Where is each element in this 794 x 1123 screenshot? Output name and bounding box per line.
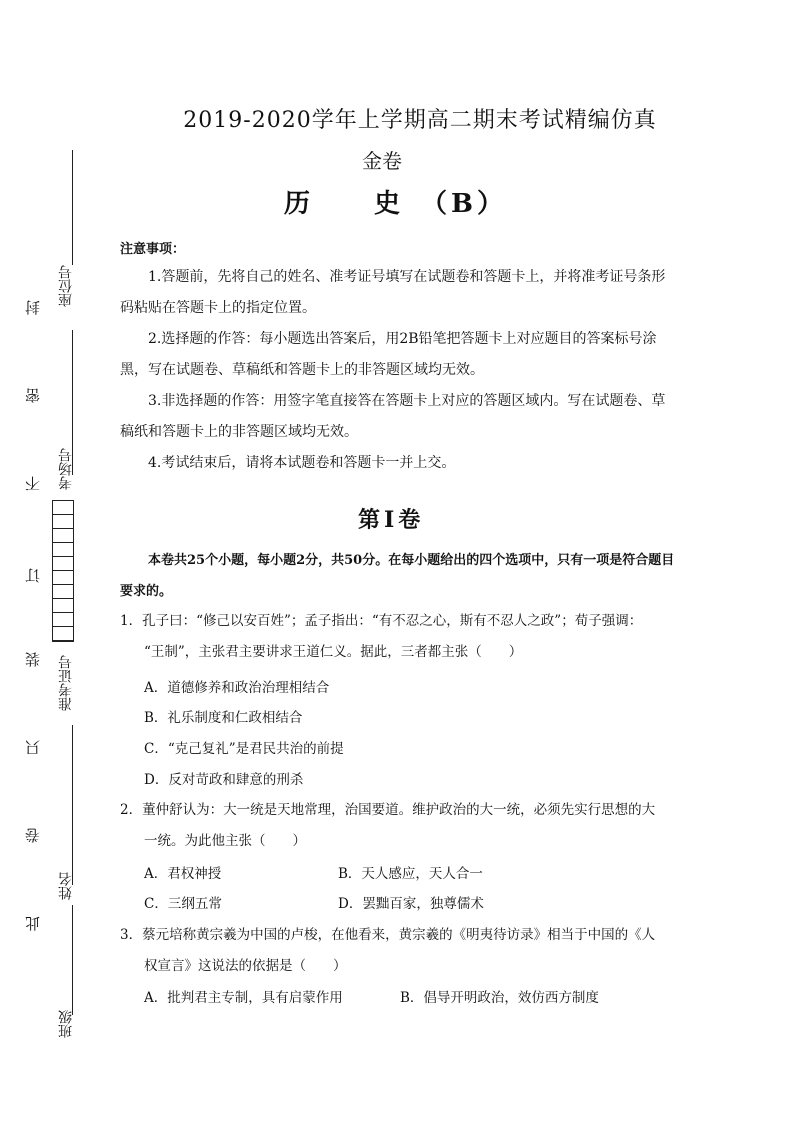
binding-line — [72, 905, 73, 1015]
question-stem: 一统。为此他主张（ ） — [144, 833, 306, 849]
field-seat-number: 座位号 — [58, 265, 74, 307]
notice-item: 2.选择题的作答：每小题选出答案后，用2B铅笔把答题卡上对应题目的答案标号涂黑，写在试题卷、草稿纸和答题卡上的非答题区域均无效。 — [120, 331, 657, 378]
exam-title-line2: 金卷 — [362, 149, 402, 173]
seal-char: 此 — [24, 916, 42, 931]
notice-item: 3.非选择题的作答：用签字笔直接答在答题卡上对应的答题区域内。写在试题卷、草稿纸和答题卡上的非答题区域均无效。 — [120, 393, 666, 440]
question-stem: 3．蔡元培称黄宗羲为中国的卢梭，在他看来，黄宗羲的《明夷待访录》相当于中国的《人 — [120, 927, 656, 943]
field-exam-room: 考场号 — [58, 448, 74, 490]
question-stem: 权宣言》这说法的依据是（ ） — [144, 958, 347, 974]
question-stem: 2．董仲舒认为：大一统是天地常理，治国要道。维护政治的大一统，必须先实行思想的大 — [120, 802, 656, 818]
option-d[interactable]: D．罢黜百家，独尊儒术 — [338, 896, 484, 912]
question-1 — [120, 606, 676, 668]
subject-title: 历 史 （B） — [284, 189, 507, 219]
binding-line — [72, 150, 73, 265]
option-b[interactable]: B．倡导开明政治，效仿西方制度 — [400, 990, 599, 1006]
question-2 — [120, 795, 676, 857]
question-stem: 1．孔子曰：“修己以安百姓”；孟子指出：“有不忍之心，斯有不忍人之政”；荀子强调： — [120, 613, 643, 629]
option-d[interactable]: D．反对苛政和肆意的刑杀 — [144, 772, 304, 788]
section-intro: 本卷共25个小题，每小题2分，共50分。在每小题给出的四个选项中，只有一项是符合题目要求的。 — [120, 553, 675, 599]
option-a[interactable]: A．君权神授 — [144, 866, 222, 882]
seal-char: 装 — [24, 652, 42, 667]
option-a[interactable]: A．批判君主专制，具有启蒙作用 — [144, 990, 343, 1006]
notice-heading: 注意事项： — [120, 242, 186, 257]
seal-char: 密 — [24, 388, 42, 403]
seal-char: 订 — [24, 568, 42, 583]
option-c[interactable]: C．三纲五常 — [144, 896, 222, 912]
field-class: 班级 — [58, 1010, 74, 1038]
binding-line — [72, 725, 73, 885]
question-stem: “王制”，主张君主要讲求王道仁义。据此，三者都主张（ ） — [144, 644, 523, 660]
section-title: 第Ⅰ卷 — [358, 507, 425, 533]
option-c[interactable]: C．“克己复礼”是君民共治的前提 — [144, 741, 344, 757]
field-admission-number: 准考证号 — [58, 655, 74, 711]
field-name: 姓名 — [58, 872, 74, 900]
option-b[interactable]: B．天人感应，天人合一 — [338, 866, 483, 882]
seal-char: 只 — [24, 740, 42, 755]
seal-char: 封 — [24, 300, 42, 315]
exam-title: 2019-2020学年上学期高二期末考试精编仿真 — [183, 108, 657, 133]
exam-number-grid[interactable] — [52, 500, 74, 642]
option-b[interactable]: B．礼乐制度和仁政相结合 — [144, 710, 303, 726]
seal-char: 卷 — [24, 828, 42, 843]
option-a[interactable]: A．道德修养和政治治理相结合 — [144, 680, 330, 696]
seal-char: 不 — [24, 476, 42, 491]
question-3 — [120, 920, 676, 982]
notice-item: 4.考试结束后，请将本试题卷和答题卡一并上交。 — [148, 455, 456, 471]
notice-item: 1.答题前，先将自己的姓名、准考证号填写在试题卷和答题卡上，并将准考证号条形码粘贴在答题卡上的指定位置。 — [120, 269, 666, 316]
